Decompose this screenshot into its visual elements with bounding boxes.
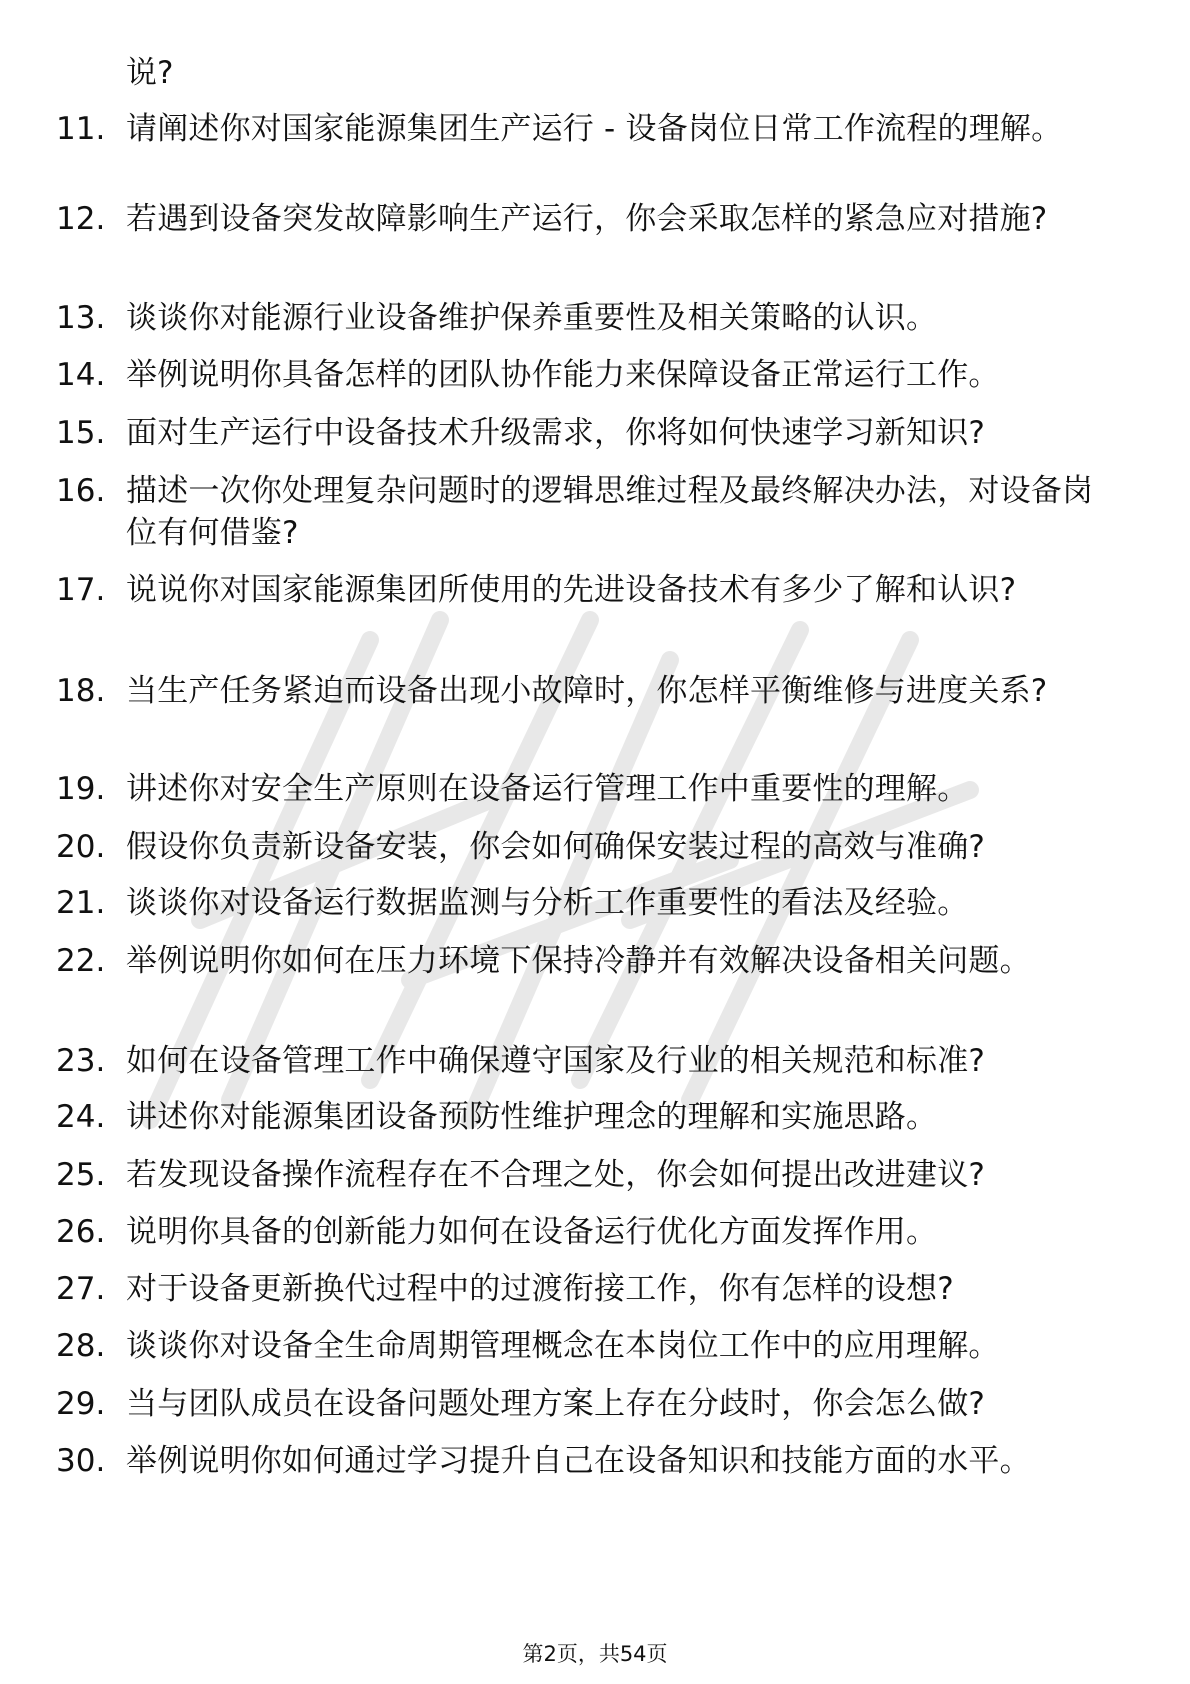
- question-number: 23.: [56, 1043, 106, 1079]
- question-number: 24.: [56, 1099, 106, 1135]
- question-number: 17.: [56, 572, 106, 608]
- question-number: 16.: [56, 473, 106, 509]
- question-text: 假设你负责新设备安装，你会如何确保安装过程的高效与准确?: [126, 829, 986, 865]
- question-text: 当生产任务紧迫而设备出现小故障时，你怎样平衡维修与进度关系?: [126, 673, 1048, 709]
- question-text: 举例说明你如何通过学习提升自己在设备知识和技能方面的水平。: [126, 1443, 1031, 1479]
- question-text: 举例说明你具备怎样的团队协作能力来保障设备正常运行工作。: [126, 357, 1000, 393]
- question-number: 28.: [56, 1328, 106, 1364]
- question-text: 面对生产运行中设备技术升级需求，你将如何快速学习新知识?: [126, 415, 986, 451]
- question-number: 30.: [56, 1443, 106, 1479]
- question-number: 12.: [56, 201, 106, 237]
- question-text: 说明你具备的创新能力如何在设备运行优化方面发挥作用。: [126, 1214, 938, 1250]
- question-text: 如何在设备管理工作中确保遵守国家及行业的相关规范和标准?: [126, 1043, 986, 1079]
- question-number: 20.: [56, 829, 106, 865]
- question-number: 13.: [56, 300, 106, 336]
- page-number-footer: 第2页，共54页: [522, 1642, 668, 1666]
- question-text: 谈谈你对设备运行数据监测与分析工作重要性的看法及经验。: [126, 885, 969, 921]
- question-text: 若发现设备操作流程存在不合理之处，你会如何提出改进建议?: [126, 1157, 986, 1193]
- question-number: 29.: [56, 1386, 106, 1422]
- question-number: 22.: [56, 943, 106, 979]
- question-text: 说说你对国家能源集团所使用的先进设备技术有多少了解和认识?: [126, 572, 1017, 608]
- question-text: 讲述你对安全生产原则在设备运行管理工作中重要性的理解。: [126, 771, 969, 807]
- continued-question-text: 说?: [126, 55, 174, 91]
- question-text: 若遇到设备突发故障影响生产运行，你会采取怎样的紧急应对措施?: [126, 201, 1048, 237]
- question-number: 14.: [56, 357, 106, 393]
- question-number: 15.: [56, 415, 106, 451]
- question-text: 当与团队成员在设备问题处理方案上存在分歧时，你会怎么做?: [126, 1386, 986, 1422]
- question-text: 谈谈你对能源行业设备维护保养重要性及相关策略的认识。: [126, 300, 938, 336]
- question-number: 27.: [56, 1271, 106, 1307]
- question-number: 26.: [56, 1214, 106, 1250]
- question-text: 谈谈你对设备全生命周期管理概念在本岗位工作中的应用理解。: [126, 1328, 1000, 1364]
- question-number: 11.: [56, 111, 106, 147]
- question-number: 18.: [56, 673, 106, 709]
- question-text: 讲述你对能源集团设备预防性维护理念的理解和实施思路。: [126, 1099, 938, 1135]
- question-number: 21.: [56, 885, 106, 921]
- question-text: 举例说明你如何在压力环境下保持冷静并有效解决设备相关问题。: [126, 943, 1031, 979]
- question-number: 19.: [56, 771, 106, 807]
- question-number: 25.: [56, 1157, 106, 1193]
- question-text: 对于设备更新换代过程中的过渡衔接工作，你有怎样的设想?: [126, 1271, 954, 1307]
- question-text: 描述一次你处理复杂问题时的逻辑思维过程及最终解决办法，对设备岗位有何借鉴?: [126, 473, 1094, 551]
- question-text: 请阐述你对国家能源集团生产运行 - 设备岗位日常工作流程的理解。: [126, 111, 1063, 147]
